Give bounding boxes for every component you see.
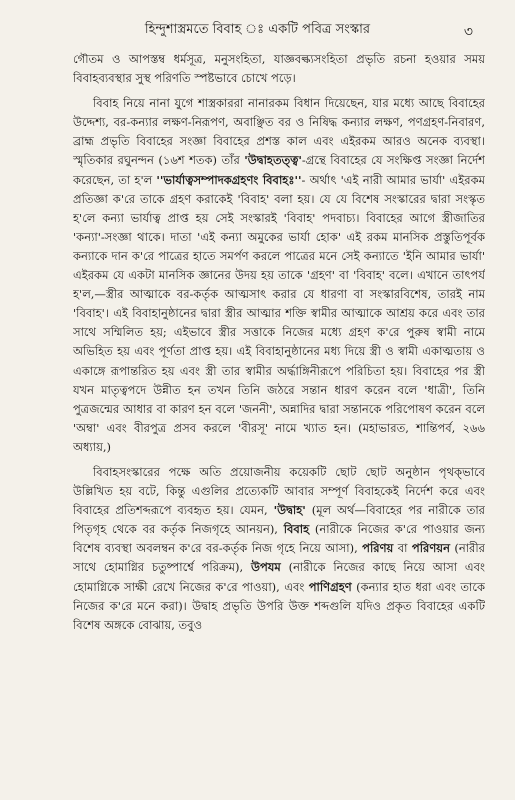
term-parinay: পরিণয় — [362, 541, 394, 556]
paragraph-marriage-definition — [73, 94, 485, 457]
text-run: বা — [393, 541, 412, 556]
term-sanskrit-definition: ''ভার্যাত্বসম্পাদকগ্রহণং বিবাহঃ'' — [156, 172, 302, 187]
text-run: (কন্যার হাত ধরা এবং তাকে নিজের ক'রে মনে করা)। উদ্বাহ প্রভৃতি উপরি উক্ত শব্দগুলি যদিও প্রকৃত বিবাহের একটি বিশেষ অঙ্গকে বোঝায়, তবুও — [73, 579, 485, 632]
paragraph-continuation — [73, 50, 485, 88]
page-number: ৩ — [463, 24, 473, 40]
term-vivaha: বিবাহ — [283, 522, 310, 537]
text-run: (নারীর সাথে হোমাগ্নির চতুষ্পার্শ্বে পরিক্রম), — [73, 541, 485, 575]
text-run: - অর্থাৎ 'এই নারী আমার ভার্যা' এইরকম প্রতিজ্ঞা ক'রে তাকে গ্রহণ করাকেই 'বিবাহ' বলা হয়। যে যে বিশেষ সংস্কারের দ্বারা সংস্কৃত হ'লে কন্যা ভার্যাত্ব প্রাপ্ত হয় সেই সংস্কারই 'বিবাহ' পদবাচ্য। বিবাহের আগে স্ত্রীজাতির 'কন্যা'-সংজ্ঞা থাকে। দাতা 'এই কন্যা অমুকের ভার্যা হোক' এই রকম মানসিক প্রস্তুতিপূর্বক কন্যাকে দান ক'রে পাত্রের হাতে সমর্পণ করলে পাত্রের মনে সেই কন্যাতে 'ইনি আমার ভার্যা' এইরকম যে একটা মানসিক জ্ঞানের উদয় হয় তাকে 'গ্রহণ' বা 'বিবাহ' বলে। এখানে তাৎপর্য হ'ল,—স্ত্রীর আত্মাকে বর-কর্তৃক আত্মসাৎ করার যে ধারণা বা সংস্কারবিশেষ, তারই নাম 'বিবাহ'। এই বিবাহানুষ্ঠানের দ্বারা স্ত্রীর আত্মার শক্তি স্বামীর আত্মাকে আশ্রয় করে এবং তার সাথে সম্মিলিত হয়; এইভাবে স্ত্রীর সত্তাকে নিজের মধ্যে গ্রহণ ক'রে পুরুষ স্বামী নামে অভিহিত হয় এবং পূর্ণতা প্রাপ্ত হয়। এই বিবাহানুষ্ঠানের মধ্য দিয়ে স্ত্রী ও স্বামী একাত্মতায় ও একাঙ্গে রূপান্তরিত হয় এবং স্ত্রী তার স্বামীর অর্দ্ধাঙ্গিনীরূপে পরিচিতা হয়। বিবাহের পর স্ত্রী যখন মাতৃত্বপদে উন্নীত হন তখন তিনি জঠরে সন্তান ধারণ করেন বলে 'ধাত্রী', তিনি পুত্রজন্মের আধার বা কারণ হন বলে 'জননী', অন্নাদির দ্বারা সন্তানকে পরিপোষণ করেন বলে 'অম্বা' এবং বীরপুত্র প্রসব করলে 'বীরসূ' নামে খ্যাত হন। (মহাভারত, শান্তিপর্ব, ২৬৬ অধ্যায়,) — [73, 172, 485, 454]
term-upayam: উপযম — [251, 560, 281, 575]
text-run: বিবাহ নিয়ে নানা যুগে শাস্ত্রকাররা নানারকম বিধান দিয়েছেন, যার মধ্যে আছে বিবাহের উদ্দেশ্য, বর-কন্যার লক্ষণ-নিরূপণ, অবাঞ্ছিত বর ও নিষিদ্ধ কন্যার লক্ষণ, পণগ্রহণ-নিবারণ, ব্রাহ্ম প্রভৃতি বিবাহের সংজ্ঞা বিবাহের প্রশস্ত কাল এবং এইরকম আরও অনেক ব্যবস্থা। স্মৃতিকার রঘুনন্দন (১৬শ শতক) তাঁর — [73, 96, 485, 168]
paragraph-marriage-rituals — [73, 463, 485, 635]
text-run: গৌতম ও আপস্তম্ব ধর্মসূত্র, মনুসংহিতা, যাজ্ঞবল্ক্যসংহিতা প্রভৃতি রচনা হওয়ার সময় বিবাহব্যবস্থার সুস্থ পরিণতি স্পষ্টভাবে চোখে পড়ে। — [73, 52, 485, 86]
term-panigrahan: পাণিগ্রহণ — [308, 579, 352, 594]
text-run: (নারীকে নিজের ক'রে পাওয়ার জন্য বিশেষ ব্যবস্থা অবলম্বন ক'রে বর-কর্তৃক নিজ গৃহে নিয়ে আসা), — [73, 522, 485, 556]
text-run: -গ্রন্থে বিবাহের যে সংক্ষিপ্ত সংজ্ঞা নির্দেশ করেছেন, তা হ'ল — [73, 153, 485, 187]
term-udvaha: 'উদ্বাহ' — [273, 503, 306, 518]
text-run: বিবাহসংস্কারের পক্ষে অতি প্রয়োজনীয় কয়েকটি ছোট ছোট অনুষ্ঠান পৃথক্‌ভাবে উল্লিখিত হয় বটে, কিন্তু এগুলির প্রত্যেকটি আবার সম্পূর্ণ বিবাহকেই নির্দেশ করে এবং বিবাহের প্রতিশব্দরূপে ব্যবহৃত হয়। যেমন, — [73, 464, 485, 518]
term-parinayan: পরিণয়ন — [411, 541, 450, 556]
body-text — [73, 50, 485, 790]
text-run: (নারীকে নিজের কাছে নিয়ে আসা এবং হোমাগ্নিকে সাক্ষী রেখে নিজের ক'রে পাওয়া), এবং — [73, 560, 485, 594]
text-run: (মূল অর্থ—বিবাহের পর নারীকে তার পিতৃগৃহ থেকে বর কর্তৃক নিজগৃহে আনয়ন), — [73, 503, 485, 537]
running-title: হিন্দুশাস্ত্রমতে বিবাহ ঃ একটি পবিত্র সংস্কার — [144, 22, 371, 37]
term-udvahatattva: 'উদ্বাহতত্ত্ব' — [244, 153, 302, 168]
page-header — [0, 20, 515, 44]
